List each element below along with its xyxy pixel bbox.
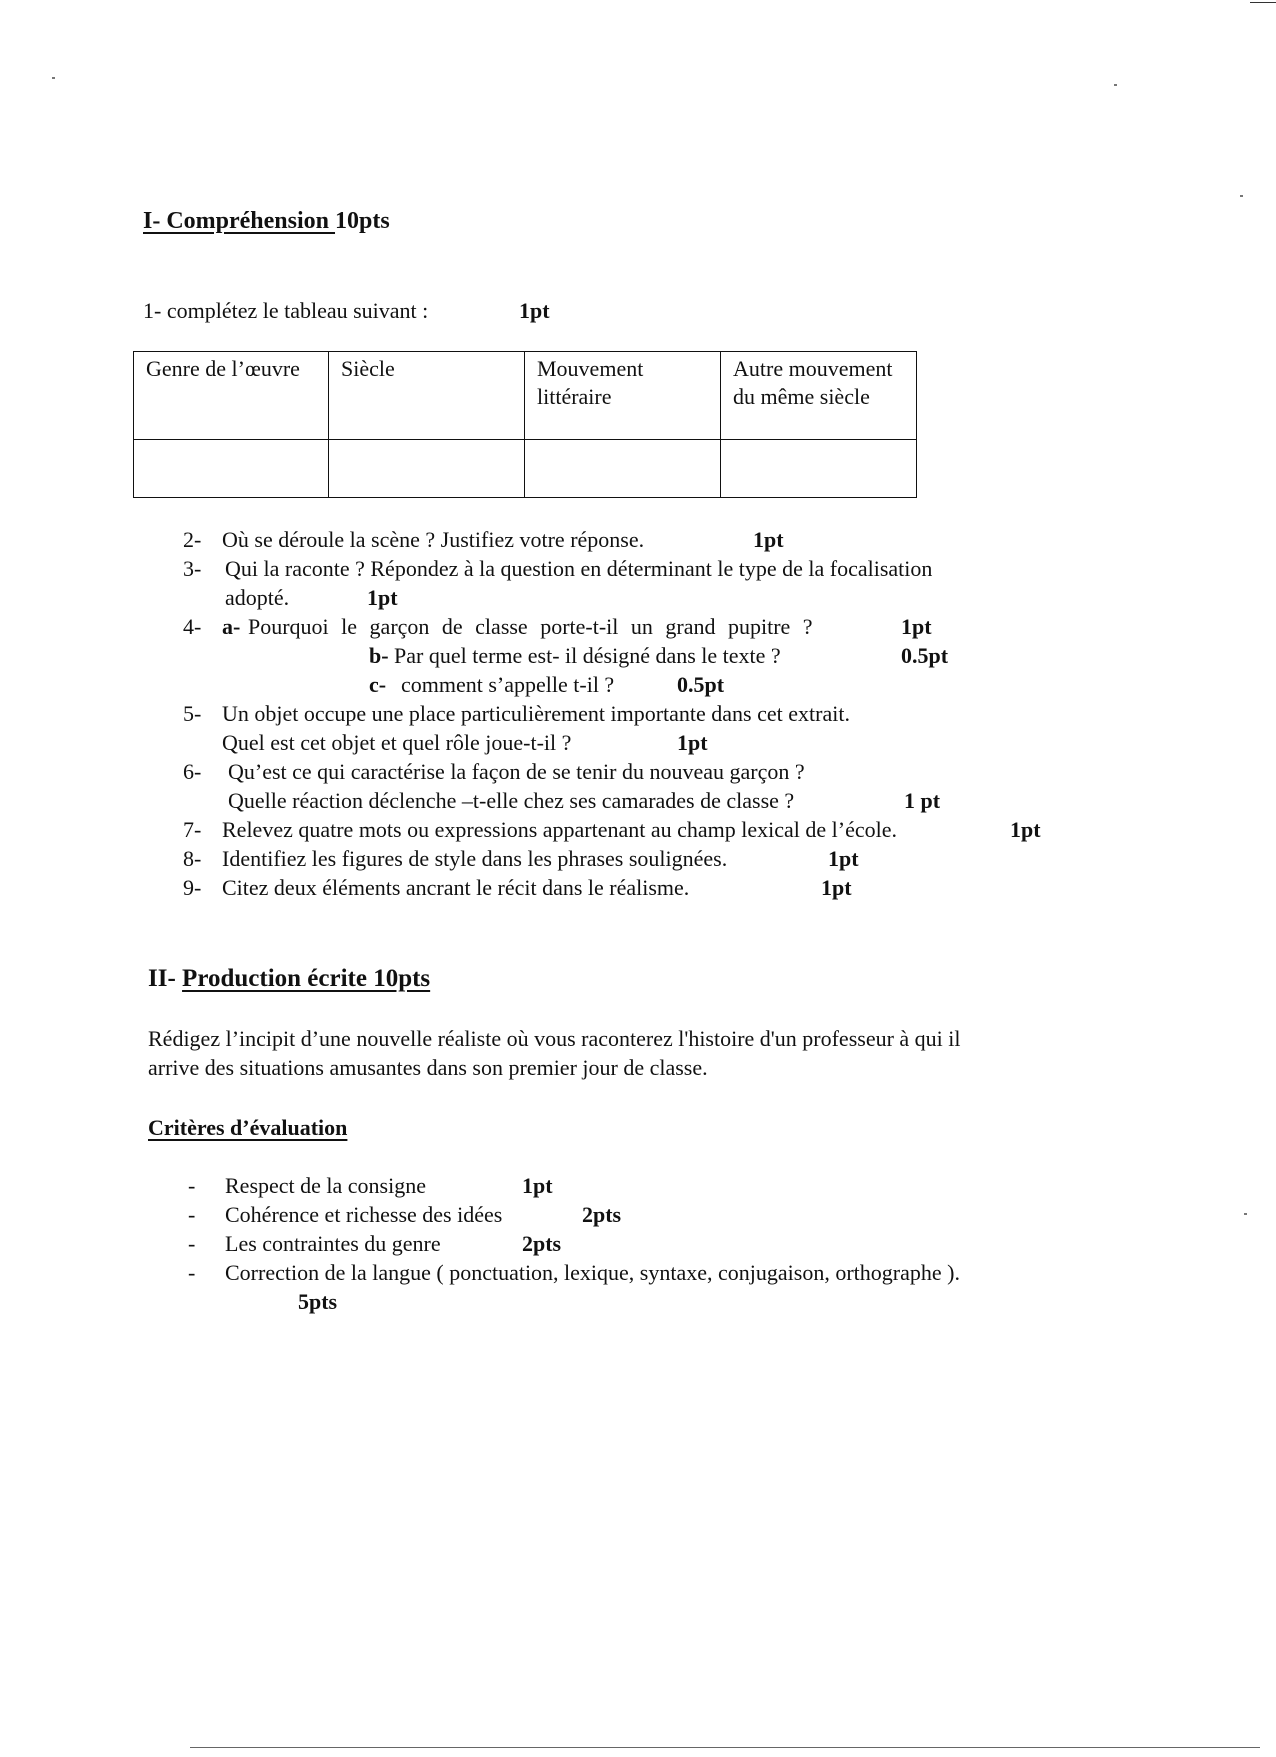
- scan-speck: [52, 77, 55, 79]
- question-4a-points: 1pt: [901, 614, 932, 639]
- criteria-item: [188, 1172, 553, 1200]
- question-8-text: Identifiez les figures de style dans les phrases soulignées.: [222, 846, 728, 871]
- question-number: 7-: [183, 817, 202, 842]
- criteria-item: [188, 1201, 622, 1229]
- criteria-heading: [148, 1115, 347, 1141]
- criteria-item: [188, 1230, 562, 1258]
- criteria-points: 1pt: [522, 1173, 553, 1198]
- question-4c: [369, 671, 725, 699]
- question-5: [183, 700, 850, 728]
- writing-prompt-text: Rédigez l’incipit d’une nouvelle réaliste où vous raconterez l'histoire d'un professeur à qui il: [148, 1026, 961, 1051]
- question-6-continued: [228, 787, 941, 815]
- question-4c-points: 0.5pt: [677, 672, 725, 697]
- question-6: [183, 758, 805, 786]
- question-7-points: 1pt: [1010, 817, 1041, 842]
- criteria-points: 2pts: [582, 1202, 622, 1227]
- question-5-text: Un objet occupe une place particulièrement importante dans cet extrait.: [222, 701, 850, 726]
- question-3-text2: adopté.: [225, 585, 290, 610]
- criteria-text: Respect de la consigne: [225, 1173, 426, 1198]
- question-letter: b-: [369, 643, 389, 668]
- table-answer-cell[interactable]: [721, 440, 917, 498]
- criteria-item-continued: [298, 1288, 337, 1316]
- bullet: -: [188, 1231, 196, 1256]
- bullet: -: [188, 1260, 196, 1285]
- question-4b-points: 0.5pt: [901, 643, 949, 668]
- table-header-cell: Genre de l’œuvre: [134, 352, 329, 440]
- question-3-text: Qui la raconte ? Répondez à la question en déterminant le type de la focalisation: [225, 556, 933, 581]
- table-header-cell: Siècle: [329, 352, 525, 440]
- question-3-continued: [225, 584, 398, 612]
- answer-table: [133, 351, 917, 498]
- question-7: [183, 816, 1041, 844]
- criteria-text: Cohérence et richesse des idées: [225, 1202, 503, 1227]
- table-answer-cell[interactable]: [134, 440, 329, 498]
- question-8-points: 1pt: [828, 846, 859, 871]
- bullet: -: [188, 1202, 196, 1227]
- scan-speck: [1114, 84, 1117, 86]
- question-number: 4-: [183, 614, 202, 639]
- question-number: 6-: [183, 759, 202, 784]
- question-6-text2: Quelle réaction déclenche –t-elle chez ses camarades de classe ?: [228, 788, 795, 813]
- section1-title: I- Compréhension: [143, 208, 336, 234]
- question-letter: a-: [222, 614, 241, 639]
- criteria-text: Correction de la langue ( ponctuation, lexique, syntaxe, conjugaison, orthographe ).: [225, 1260, 960, 1285]
- writing-prompt-text: arrive des situations amusantes dans son premier jour de classe.: [148, 1055, 708, 1080]
- question-2-points: 1pt: [753, 527, 784, 552]
- question-4a-text: Pourquoi le garçon de classe porte-t-il un grand pupitre ?: [248, 614, 813, 639]
- question-8: [183, 845, 859, 873]
- bullet: -: [188, 1173, 196, 1198]
- section1-heading: [143, 208, 390, 235]
- question-1-points: 1pt: [519, 298, 550, 323]
- table-answer-cell[interactable]: [525, 440, 721, 498]
- question-1-text: 1- complétez le tableau suivant :: [143, 298, 429, 323]
- section1-points: 10pts: [335, 208, 390, 234]
- question-5-continued: [222, 729, 708, 757]
- question-letter: c-: [369, 672, 387, 697]
- table-header-row: [134, 352, 917, 440]
- section2-prefix: II-: [148, 965, 183, 992]
- bottom-scan-line: [190, 1747, 1260, 1748]
- table-header-cell: Autre mouvement du même siècle: [721, 352, 917, 440]
- criteria-item: [188, 1259, 960, 1287]
- table-answer-cell[interactable]: [329, 440, 525, 498]
- criteria-title: Critères d’évaluation: [148, 1115, 348, 1140]
- table-header-cell: Mouvement littéraire: [525, 352, 721, 440]
- top-right-scan-line: [1250, 2, 1276, 3]
- question-1: [143, 297, 550, 325]
- question-number: 8-: [183, 846, 202, 871]
- question-4b: [369, 642, 949, 670]
- question-4c-text: comment s’appelle t-il ?: [401, 672, 615, 697]
- table-answer-row: [134, 440, 917, 498]
- question-number: 9-: [183, 875, 202, 900]
- question-number: 3-: [183, 556, 202, 581]
- question-7-text: Relevez quatre mots ou expressions appartenant au champ lexical de l’école.: [222, 817, 898, 842]
- question-9-text: Citez deux éléments ancrant le récit dans le réalisme.: [222, 875, 690, 900]
- question-6-points: 1 pt: [904, 788, 941, 813]
- question-4b-text: Par quel terme est- il désigné dans le texte ?: [394, 643, 781, 668]
- criteria-points: 2pts: [522, 1231, 562, 1256]
- question-2: [183, 526, 784, 554]
- question-number: 2-: [183, 527, 202, 552]
- writing-prompt-line-2: [148, 1054, 708, 1082]
- criteria-points: 5pts: [298, 1289, 338, 1314]
- scan-speck: [1240, 195, 1243, 197]
- question-2-text: Où se déroule la scène ? Justifiez votre réponse.: [222, 527, 645, 552]
- question-4a: [183, 613, 932, 641]
- writing-prompt-line-1: [148, 1025, 961, 1053]
- section2-heading: [148, 965, 430, 993]
- question-3: [183, 555, 933, 583]
- question-3-points: 1pt: [367, 585, 398, 610]
- question-number: 5-: [183, 701, 202, 726]
- criteria-text: Les contraintes du genre: [225, 1231, 441, 1256]
- question-6-text: Qu’est ce qui caractérise la façon de se tenir du nouveau garçon ?: [228, 759, 805, 784]
- question-9-points: 1pt: [821, 875, 852, 900]
- scan-speck: [1244, 1213, 1247, 1215]
- question-5-text2: Quel est cet objet et quel rôle joue-t-il ?: [222, 730, 572, 755]
- question-9: [183, 874, 852, 902]
- section2-title: Production écrite 10pts: [182, 965, 431, 992]
- question-5-points: 1pt: [677, 730, 708, 755]
